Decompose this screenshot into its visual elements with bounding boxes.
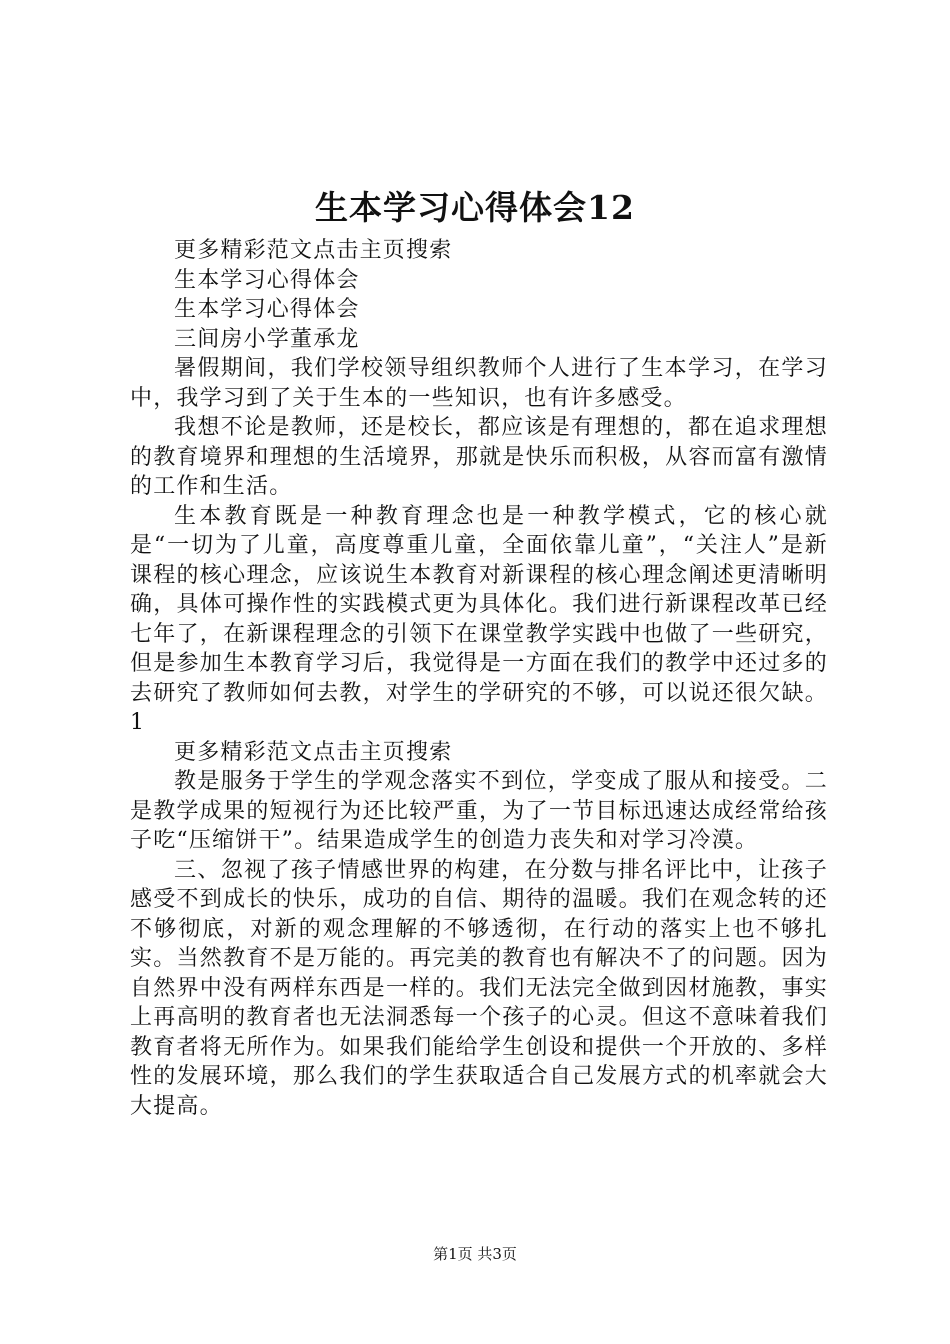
paragraph: 三、忽视了孩子情感世界的构建，在分数与排名评比中，让孩子感受不到成长的快乐，成功的自信、期待的温暖。我们在观念转的还不够彻底，对新的观念理解的不够透彻，在行动的落实上也不够扎实。当然教育不是万能的。再完美的教育也有解决不了的问题。因为自然界中没有两样东西是一样的。我们无法完全做到因材施教，事实上再高明的教育者也无法洞悉每一个孩子的心灵。但这不意味着我们教育者将无所作为。如果我们能给学生创设和提供一个开放的、多样性的发展环境，那么我们的学生获取适合自己发展方式的机率就会大大提高。 — [130, 857, 828, 1119]
paragraph: 暑假期间，我们学校领导组织教师个人进行了生本学习，在学习中，我学习到了关于生本的一些知识，也有许多感受。 — [130, 356, 828, 411]
paragraph: 生本学习心得体会 — [174, 267, 360, 293]
paragraph: 三间房小学董承龙 — [174, 326, 360, 352]
paragraph: 更多精彩范文点击主页搜索 — [174, 238, 453, 263]
paragraph: 生本学习心得体会 — [174, 297, 360, 322]
page-footer: 第1页 共3页 — [433, 1245, 517, 1263]
document-body — [130, 236, 828, 1121]
paragraph: 我想不论是教师，还是校长，都应该是有理想的，都在追求理想的教育境界和理想的生活境界，那就是快乐而积极，从容而富有激情的工作和生活。 — [130, 415, 828, 499]
paragraph: 更多精彩范文点击主页搜索 — [174, 739, 453, 765]
paragraph: 生本教育既是一种教育理念也是一种教学模式，它的核心就是“一切为了儿童，高度尊重儿童，全面依靠儿童”，“关注人”是新课程的核心理念，应该说生本教育对新课程的核心理念阐述更清晰明确，具体可操作性的实践模式更为具体化。我们进行新课程改革已经七年了，在新课程理念的引领下在课堂教学实践中也做了一些研究，但是参加生本教育学习后，我觉得是一方面在我们的教学中还过多的去研究了教师如何去教，对学生的学研究的不够，可以说还很欠缺。1 — [130, 503, 828, 735]
document-title: 生本学习心得体会12 — [315, 188, 635, 227]
paragraph: 教是服务于学生的学观念落实不到位，学变成了服从和接受。二是教学成果的短视行为还比较严重，为了一节目标迅速达成经常给孩子吃“压缩饼干”。结果造成学生的创造力丧失和对学习冷漠。 — [130, 769, 828, 853]
